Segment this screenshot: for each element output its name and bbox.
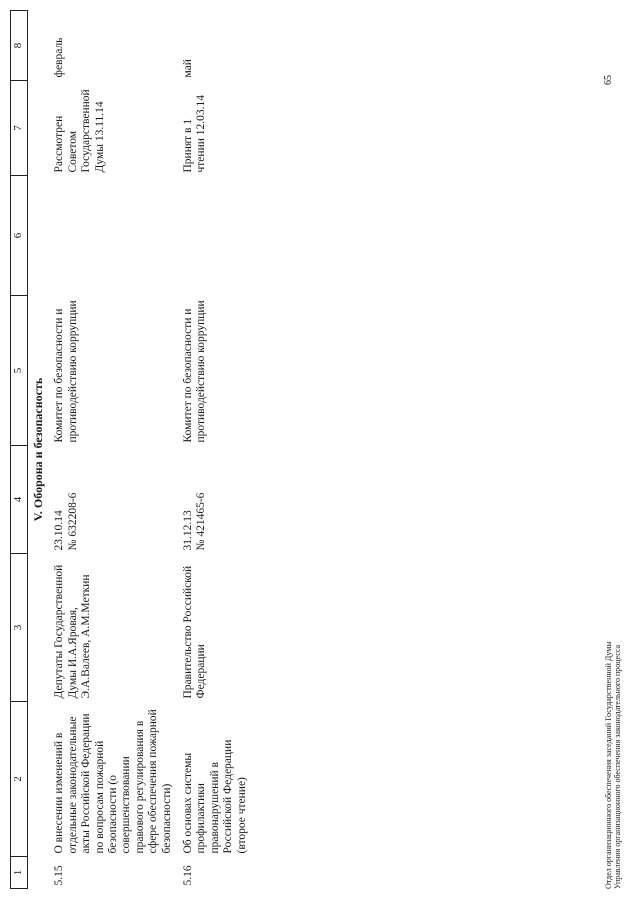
responsible-committee: Комитет по безопасности и противодействию коррупции	[182, 300, 208, 443]
registration-date: 31.12.13	[182, 510, 195, 551]
registration-cell	[49, 446, 178, 554]
table-row	[49, 11, 178, 889]
column-header-2: 2	[11, 702, 28, 857]
bill-initiator: Правительство Российской Федерации	[182, 565, 208, 699]
column-header-8: 8	[11, 11, 28, 81]
section-title: V. Оборона и безопасность	[31, 377, 45, 522]
column-6-value	[178, 176, 253, 296]
column-header-6: 6	[11, 176, 28, 296]
page-number: 65	[603, 75, 614, 85]
table-row	[178, 11, 253, 889]
column-header-5: 5	[11, 296, 28, 446]
registration-number: № 421465-6	[195, 492, 208, 551]
registration-cell	[178, 446, 253, 554]
footer-line-1: Отдел организационного обеспечения заседаний Государственной Думы	[604, 641, 613, 889]
registration-number: № 632208-6	[66, 492, 79, 551]
footer-organization	[604, 641, 622, 889]
legislation-table	[10, 10, 253, 889]
bill-title: Об основах системы профилактики правонарушений в Российской Федерации (второе чтение)	[182, 739, 248, 854]
column-number-row	[11, 11, 28, 889]
responsible-committee: Комитет по безопасности и противодействию коррупции	[53, 300, 79, 443]
column-6-value	[49, 176, 178, 296]
planned-month: февраль	[53, 37, 66, 78]
bill-status: Принят в 1 чтении 12.03.14	[182, 94, 208, 173]
section-row	[28, 11, 50, 889]
row-number: 5.16	[182, 865, 195, 886]
column-header-3: 3	[11, 554, 28, 702]
footer-line-2: Управления организационного обеспечения законодательного процесса	[613, 644, 622, 889]
column-header-7: 7	[11, 81, 28, 176]
bill-status: Рассмотрен Советом Государственной Думы 13.11.14	[53, 89, 106, 173]
registration-date: 23.10.14	[53, 510, 66, 551]
column-header-4: 4	[11, 446, 28, 554]
column-header-1: 1	[11, 857, 28, 889]
row-number: 5.15	[53, 865, 66, 886]
planned-month: май	[182, 59, 195, 78]
bill-initiator: Депутаты Государственной Думы И.А.Яровая, Э.А.Валеев, А.М.Меткин	[53, 564, 93, 699]
bill-title: О внесении изменений в отдельные законодательные акты Российской Федерации по вопросам пожарной безопасности (о совершенствовании правового регулирования в сфере обеспечения пожарной безопасности)	[53, 709, 173, 854]
